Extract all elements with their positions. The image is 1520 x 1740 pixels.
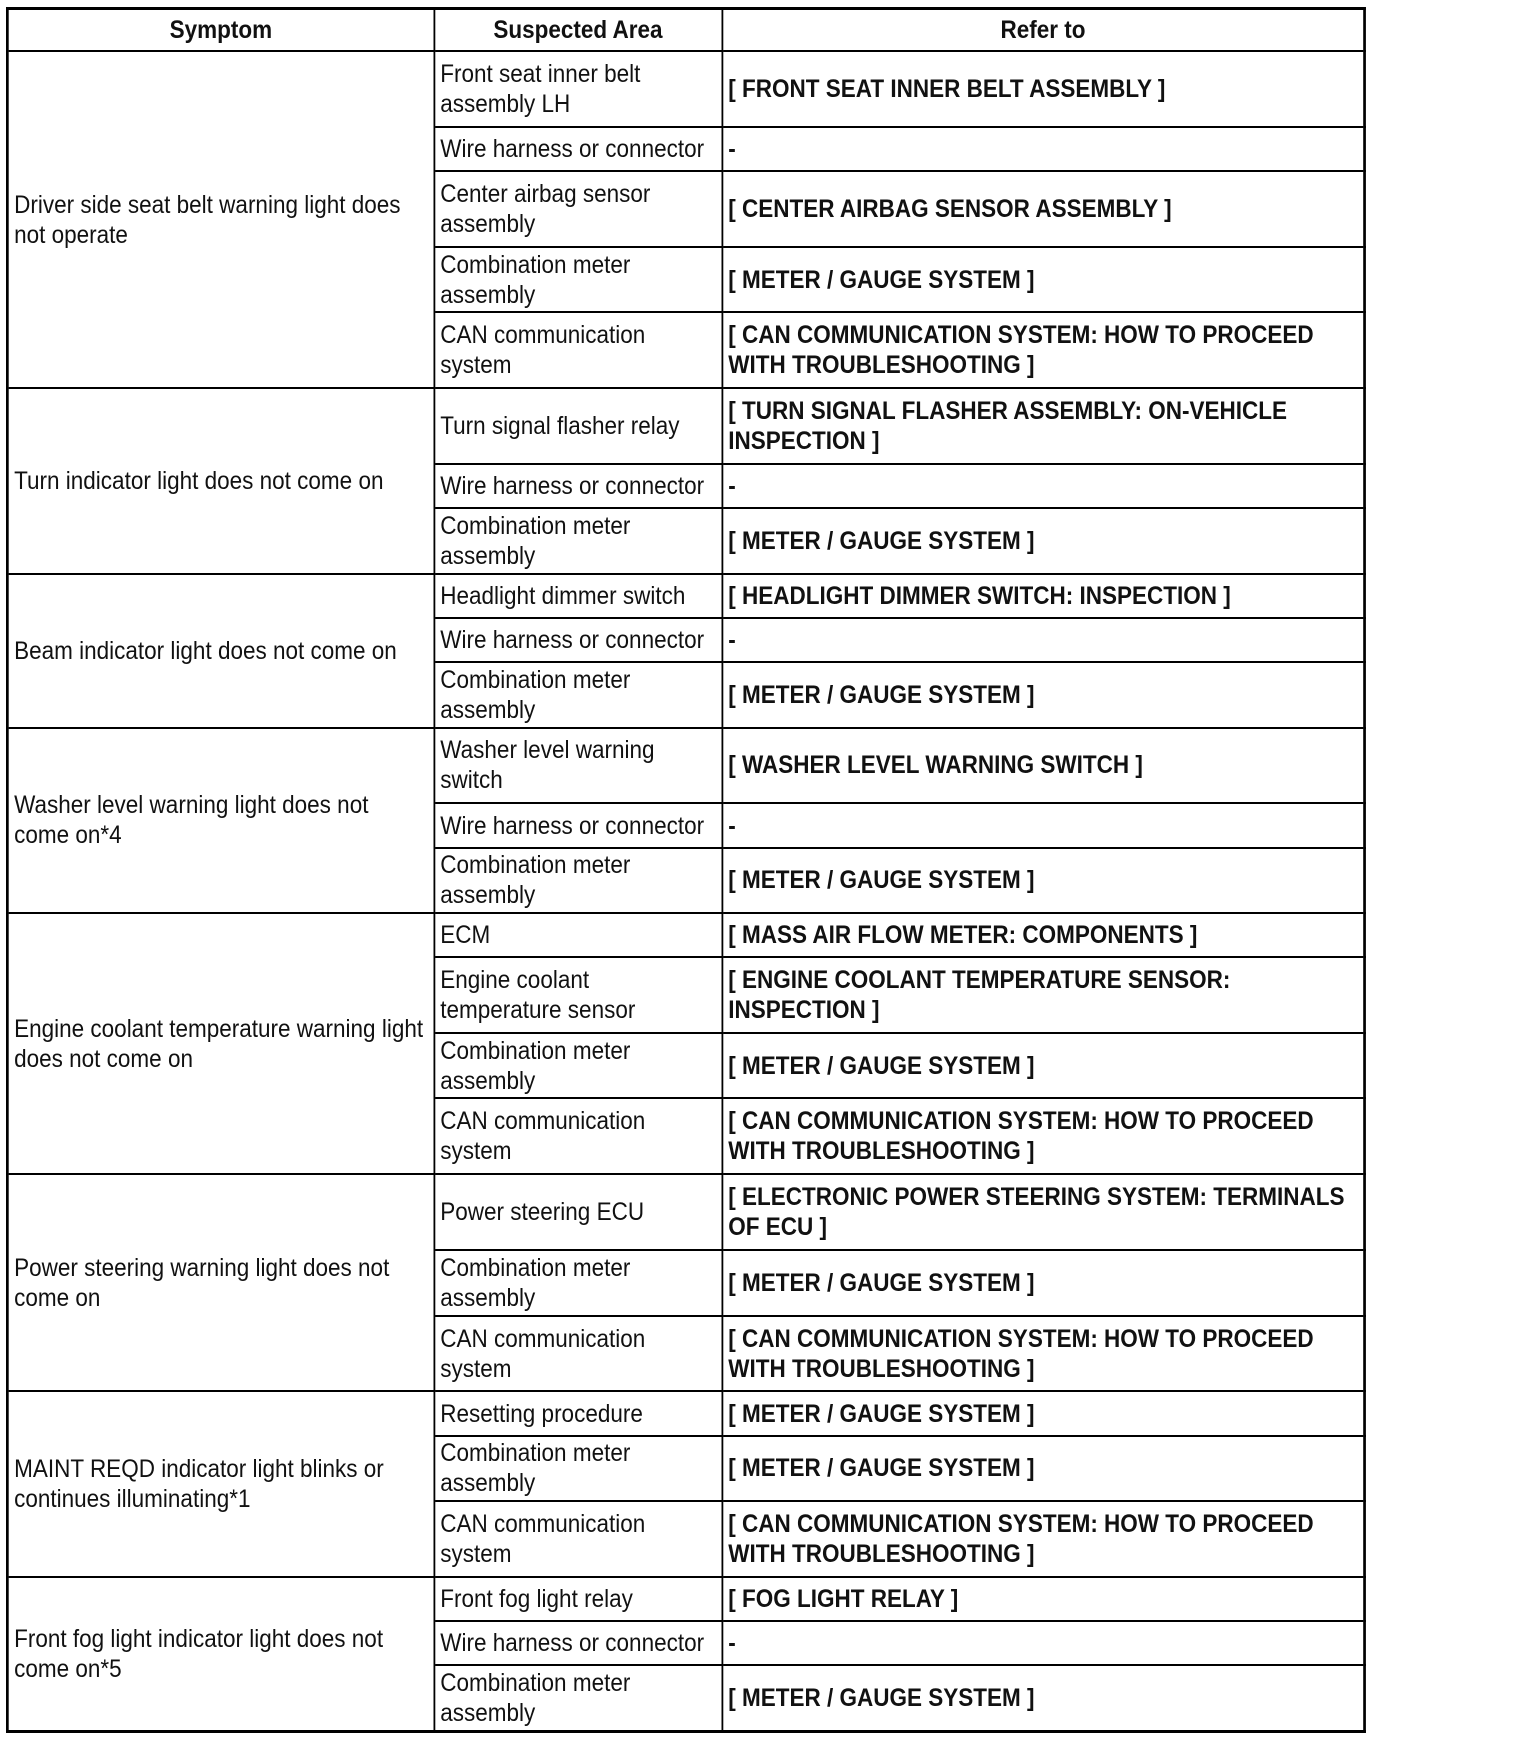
suspected-area-cell: Resetting procedure bbox=[434, 1391, 722, 1435]
symptom-cell: Beam indicator light does not come on bbox=[7, 574, 434, 728]
table-row bbox=[7, 1391, 1364, 1435]
table-body bbox=[7, 51, 1364, 1732]
refer-to-link[interactable]: [ HEADLIGHT DIMMER SWITCH: INSPECTION ] bbox=[722, 574, 1365, 618]
troubleshooting-sheet bbox=[6, 7, 1363, 1733]
suspected-area-cell: Combination meter assembly bbox=[434, 848, 722, 913]
refer-to-none: - bbox=[722, 464, 1365, 508]
symptom-cell: Driver side seat belt warning light does not operate bbox=[7, 51, 434, 388]
table-row bbox=[7, 574, 1364, 618]
suspected-area-cell: Combination meter assembly bbox=[434, 508, 722, 573]
refer-to-none: - bbox=[722, 127, 1365, 171]
refer-to-link[interactable]: [ TURN SIGNAL FLASHER ASSEMBLY: ON-VEHICLE INSPECTION ] bbox=[722, 388, 1365, 464]
suspected-area-cell: Center airbag sensor assembly bbox=[434, 171, 722, 247]
suspected-area-cell: CAN communication system bbox=[434, 1316, 722, 1392]
suspected-area-cell: CAN communication system bbox=[434, 312, 722, 388]
table-row bbox=[7, 1577, 1364, 1621]
suspected-area-cell: Front seat inner belt assembly LH bbox=[434, 51, 722, 127]
refer-to-link[interactable]: [ ENGINE COOLANT TEMPERATURE SENSOR: INSPECTION ] bbox=[722, 957, 1365, 1033]
suspected-area-cell: Combination meter assembly bbox=[434, 1436, 722, 1501]
suspected-area-cell: CAN communication system bbox=[434, 1098, 722, 1174]
suspected-area-cell: Wire harness or connector bbox=[434, 1621, 722, 1665]
header-symptom: Symptom bbox=[7, 9, 434, 52]
suspected-area-cell: Combination meter assembly bbox=[434, 662, 722, 727]
table-row bbox=[7, 51, 1364, 127]
header-refer-to: Refer to bbox=[722, 9, 1365, 52]
refer-to-link[interactable]: [ WASHER LEVEL WARNING SWITCH ] bbox=[722, 728, 1365, 804]
suspected-area-cell: Combination meter assembly bbox=[434, 247, 722, 312]
table-row bbox=[7, 388, 1364, 464]
suspected-area-cell: Turn signal flasher relay bbox=[434, 388, 722, 464]
symptom-cell: MAINT REQD indicator light blinks or continues illuminating*1 bbox=[7, 1391, 434, 1576]
refer-to-link[interactable]: [ METER / GAUGE SYSTEM ] bbox=[722, 848, 1365, 913]
troubleshooting-table bbox=[6, 7, 1366, 1733]
refer-to-link[interactable]: [ METER / GAUGE SYSTEM ] bbox=[722, 247, 1365, 312]
suspected-area-cell: Washer level warning switch bbox=[434, 728, 722, 804]
symptom-cell: Washer level warning light does not come on*4 bbox=[7, 728, 434, 913]
refer-to-link[interactable]: [ ELECTRONIC POWER STEERING SYSTEM: TERMINALS OF ECU ] bbox=[722, 1174, 1365, 1250]
table-row bbox=[7, 913, 1364, 957]
suspected-area-cell: Power steering ECU bbox=[434, 1174, 722, 1250]
suspected-area-cell: Engine coolant temperature sensor bbox=[434, 957, 722, 1033]
symptom-cell: Power steering warning light does not come on bbox=[7, 1174, 434, 1391]
header-row bbox=[7, 9, 1364, 52]
suspected-area-cell: Combination meter assembly bbox=[434, 1250, 722, 1315]
suspected-area-cell: Wire harness or connector bbox=[434, 464, 722, 508]
refer-to-link[interactable]: [ FOG LIGHT RELAY ] bbox=[722, 1577, 1365, 1621]
refer-to-link[interactable]: [ CAN COMMUNICATION SYSTEM: HOW TO PROCEED WITH TROUBLESHOOTING ] bbox=[722, 1501, 1365, 1577]
suspected-area-cell: Wire harness or connector bbox=[434, 127, 722, 171]
refer-to-link[interactable]: [ CAN COMMUNICATION SYSTEM: HOW TO PROCEED WITH TROUBLESHOOTING ] bbox=[722, 312, 1365, 388]
refer-to-link[interactable]: [ MASS AIR FLOW METER: COMPONENTS ] bbox=[722, 913, 1365, 957]
suspected-area-cell: Front fog light relay bbox=[434, 1577, 722, 1621]
header-suspected-area: Suspected Area bbox=[434, 9, 722, 52]
suspected-area-cell: Combination meter assembly bbox=[434, 1665, 722, 1731]
refer-to-link[interactable]: [ METER / GAUGE SYSTEM ] bbox=[722, 662, 1365, 727]
symptom-cell: Engine coolant temperature warning light does not come on bbox=[7, 913, 434, 1174]
suspected-area-cell: Combination meter assembly bbox=[434, 1033, 722, 1098]
suspected-area-cell: Wire harness or connector bbox=[434, 803, 722, 847]
refer-to-none: - bbox=[722, 618, 1365, 662]
table-row bbox=[7, 1174, 1364, 1250]
refer-to-link[interactable]: [ METER / GAUGE SYSTEM ] bbox=[722, 1436, 1365, 1501]
suspected-area-cell: Headlight dimmer switch bbox=[434, 574, 722, 618]
refer-to-link[interactable]: [ FRONT SEAT INNER BELT ASSEMBLY ] bbox=[722, 51, 1365, 127]
refer-to-link[interactable]: [ METER / GAUGE SYSTEM ] bbox=[722, 1250, 1365, 1315]
suspected-area-cell: ECM bbox=[434, 913, 722, 957]
refer-to-link[interactable]: [ METER / GAUGE SYSTEM ] bbox=[722, 1665, 1365, 1731]
refer-to-link[interactable]: [ METER / GAUGE SYSTEM ] bbox=[722, 1391, 1365, 1435]
refer-to-link[interactable]: [ METER / GAUGE SYSTEM ] bbox=[722, 1033, 1365, 1098]
refer-to-none: - bbox=[722, 803, 1365, 847]
symptom-cell: Front fog light indicator light does not come on*5 bbox=[7, 1577, 434, 1732]
table-row bbox=[7, 728, 1364, 804]
refer-to-link[interactable]: [ CENTER AIRBAG SENSOR ASSEMBLY ] bbox=[722, 171, 1365, 247]
refer-to-link[interactable]: [ CAN COMMUNICATION SYSTEM: HOW TO PROCEED WITH TROUBLESHOOTING ] bbox=[722, 1098, 1365, 1174]
suspected-area-cell: Wire harness or connector bbox=[434, 618, 722, 662]
suspected-area-cell: CAN communication system bbox=[434, 1501, 722, 1577]
refer-to-none: - bbox=[722, 1621, 1365, 1665]
symptom-cell: Turn indicator light does not come on bbox=[7, 388, 434, 573]
refer-to-link[interactable]: [ METER / GAUGE SYSTEM ] bbox=[722, 508, 1365, 573]
refer-to-link[interactable]: [ CAN COMMUNICATION SYSTEM: HOW TO PROCEED WITH TROUBLESHOOTING ] bbox=[722, 1316, 1365, 1392]
